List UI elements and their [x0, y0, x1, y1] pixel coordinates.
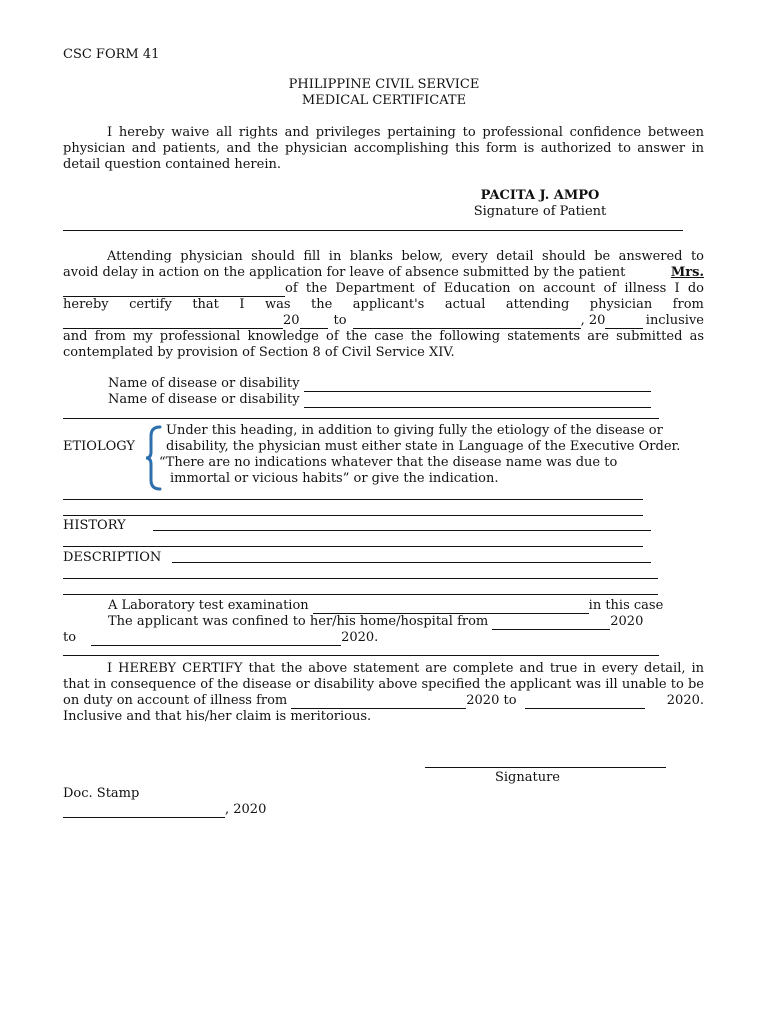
disease-input-2[interactable] — [304, 396, 651, 408]
patient-name-blank[interactable] — [63, 285, 285, 297]
certify-illness-label: on duty on account of illness from — [63, 693, 288, 708]
physician-line-4 — [63, 297, 704, 313]
confinement-label: The applicant was confined to her/his home/hospital from — [108, 614, 489, 629]
disease-label-2: Name of disease or disability — [108, 392, 300, 407]
disease-line-3[interactable] — [63, 418, 659, 419]
physician-line-1: Attending physician should fill in blanks below, every detail should be answered to — [107, 249, 704, 264]
to-year-blank[interactable] — [605, 317, 643, 329]
waiver-line-1: I hereby waive all rights and privileges pertaining to professional confidence between — [107, 125, 704, 140]
certify-line-1: I HEREBY CERTIFY that the above statement are complete and true in every detail, in — [107, 661, 704, 676]
patient-name: PACITA J. AMPO — [480, 188, 600, 203]
to-label: to — [333, 313, 347, 328]
year-prefix-to: , 20 — [580, 313, 606, 328]
physician-line-6: and from my professional knowledge of the case the following statements are submitted as — [63, 329, 704, 344]
illness-to-input[interactable] — [525, 697, 645, 709]
form-code: CSC FORM 41 — [63, 47, 160, 62]
etiology-note-3: “There are no indications whatever that the disease name was due to — [159, 455, 618, 470]
lab-input[interactable] — [313, 602, 589, 614]
confined-to-input[interactable] — [91, 634, 341, 646]
confinement-row-2 — [63, 630, 378, 646]
from-year-blank[interactable] — [300, 317, 328, 329]
physician-line-5 — [63, 313, 704, 329]
certify-line-3 — [63, 693, 704, 709]
word: applicant's — [352, 297, 425, 312]
patient-signature-label: Signature of Patient — [473, 204, 607, 219]
history-label: HISTORY — [63, 518, 126, 533]
etiology-note-1: Under this heading, in addition to giving fully the etiology of the disease or — [166, 423, 663, 438]
stamp-date-row — [63, 802, 266, 818]
waiver-line-3: detail question contained herein. — [63, 157, 281, 172]
divider — [63, 230, 683, 231]
word: from — [672, 297, 704, 312]
certify-to-label: 2020 to — [466, 693, 517, 708]
word: physician — [589, 297, 653, 312]
certify-line-4: Inclusive and that his/her claim is meritorious. — [63, 709, 372, 724]
etiology-line-2[interactable] — [63, 515, 643, 516]
etiology-note-4: immortal or vicious habits” or give the indication. — [170, 471, 499, 486]
word: actual — [444, 297, 486, 312]
word: was — [264, 297, 291, 312]
confined-to-year: 2020. — [341, 630, 379, 645]
etiology-note-2: disability, the physician must either state in Language of the Executive Order. — [166, 439, 681, 454]
physician-line-2 — [63, 265, 704, 281]
disease-row-2 — [108, 392, 651, 408]
waiver-line-2: physician and patients, and the physician accomplishing this form is authorized to answer in — [63, 141, 704, 156]
confined-from-year: 2020 — [610, 614, 644, 629]
form-title: PHILIPPINE CIVIL SERVICE — [288, 77, 480, 92]
etiology-label: ETIOLOGY — [63, 439, 135, 454]
physician-line-2-text: avoid delay in action on the application for leave of absence submitted by the patient — [63, 265, 626, 280]
doc-stamp-label: Doc. Stamp — [63, 786, 140, 801]
etiology-line-1[interactable] — [63, 499, 643, 500]
physician-line-3-text: of the Department of Education on account of illness I do — [285, 281, 704, 296]
word: attending — [505, 297, 570, 312]
description-label: DESCRIPTION — [63, 550, 162, 565]
disease-input-1[interactable] — [304, 380, 651, 392]
physician-line-7: contemplated by provision of Section 8 of Civil Service XIV. — [63, 345, 455, 360]
stamp-year: , 2020 — [225, 802, 267, 817]
confinement-row — [108, 614, 643, 630]
to-date-blank[interactable] — [353, 317, 581, 329]
divider — [63, 655, 659, 656]
patient-title: Mrs. — [670, 265, 704, 280]
physician-line-3 — [63, 281, 704, 297]
lab-row — [108, 598, 663, 614]
year-prefix-from: 20 — [283, 313, 300, 328]
certify-line-2: that in consequence of the disease or disability above specified the applicant was ill unable to be — [63, 677, 704, 692]
history-line-1[interactable] — [153, 530, 651, 531]
from-date-blank[interactable] — [63, 317, 283, 329]
disease-label-1: Name of disease or disability — [108, 376, 300, 391]
stamp-date-input[interactable] — [63, 806, 225, 818]
description-line-3[interactable] — [63, 594, 658, 595]
history-line-2[interactable] — [63, 546, 643, 547]
certify-year: 2020. — [666, 693, 704, 708]
form-subtitle: MEDICAL CERTIFICATE — [301, 93, 467, 108]
word: I — [239, 297, 245, 312]
lab-suffix: in this case — [588, 598, 664, 613]
description-line-2[interactable] — [63, 578, 658, 579]
confined-from-input[interactable] — [492, 618, 610, 630]
disease-row-1 — [108, 376, 651, 392]
confined-to-label: to — [63, 630, 77, 645]
word: certify — [129, 297, 172, 312]
word: the — [311, 297, 333, 312]
word: that — [192, 297, 219, 312]
word: hereby — [63, 297, 109, 312]
illness-from-input[interactable] — [291, 697, 466, 709]
physician-signature-line[interactable] — [425, 767, 666, 768]
physician-signature-label: Signature — [494, 770, 560, 785]
lab-label: A Laboratory test examination — [108, 598, 309, 613]
inclusive-label: inclusive — [645, 313, 704, 328]
description-line-1[interactable] — [172, 562, 651, 563]
